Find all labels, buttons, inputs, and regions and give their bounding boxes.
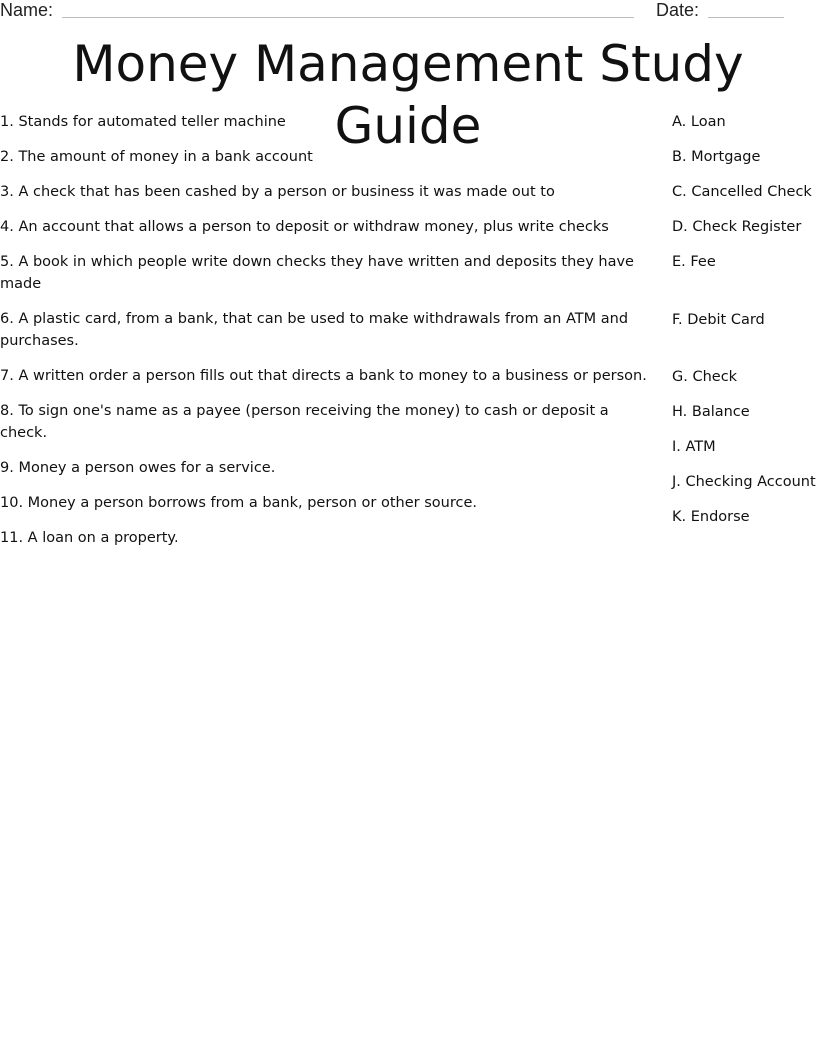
date-label: Date: [656,0,700,20]
question-item: 8. To sign one's name as a payee (person receiving the money) to cash or deposit a check. [0,403,609,441]
answer-item: C. Cancelled Check [672,184,812,200]
answer-item: K. Endorse [672,509,750,525]
page-title: Money Management Study Guide [72,35,744,155]
answer-item: J. Checking Account [672,474,816,490]
answer-item: I. ATM [672,439,716,455]
answer-item: F. Debit Card [672,312,765,328]
answer-item: H. Balance [672,404,750,420]
question-item: 6. A plastic card, from a bank, that can be used to make withdrawals from an ATM and purchases. [0,311,629,349]
question-item: 4. An account that allows a person to deposit or withdraw money, plus write checks [0,219,609,235]
question-list [0,111,650,562]
answer-item: A. Loan [672,114,726,130]
name-label: Name: [0,0,54,20]
question-item: 9. Money a person owes for a service. [0,460,276,476]
answer-item: B. Mortgage [672,149,761,165]
name-date-header [0,0,816,22]
question-item: 1. Stands for automated teller machine [0,114,286,130]
question-item: 5. A book in which people write down checks they have written and deposits they have made [0,254,634,292]
answer-item: E. Fee [672,254,716,270]
question-item: 2. The amount of money in a bank account [0,149,313,165]
question-item: 7. A written order a person fills out that directs a bank to money to a business or person. [0,368,647,384]
answer-item: G. Check [672,369,738,385]
answer-item: D. Check Register [672,219,802,235]
question-item: 10. Money a person borrows from a bank, person or other source. [0,495,477,511]
name-blank-line[interactable] [62,17,634,18]
date-blank-line[interactable] [708,17,784,18]
question-item: 11. A loan on a property. [0,530,179,546]
question-item: 3. A check that has been cashed by a person or business it was made out to [0,184,555,200]
